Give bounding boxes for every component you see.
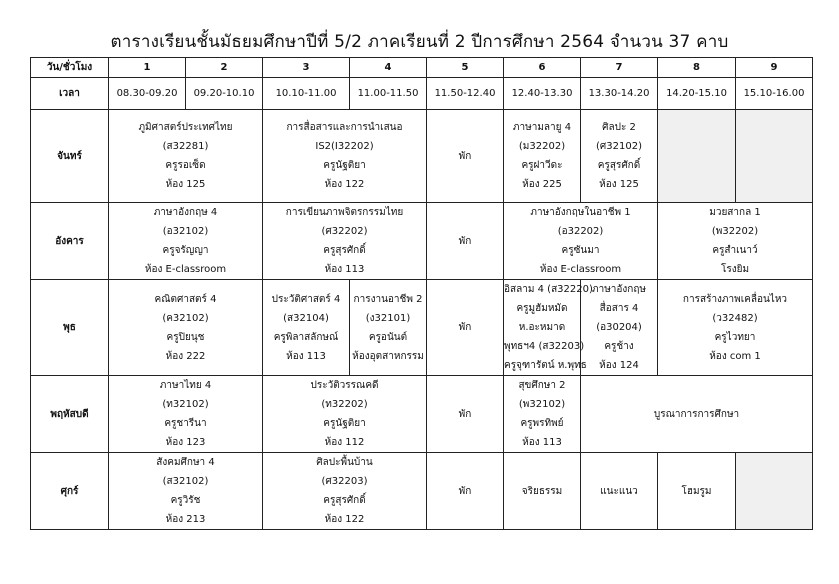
class-cell: [109, 203, 263, 280]
teacher-name: ครูวิรัช: [170, 495, 201, 506]
period-time: 10.10-11.00: [263, 78, 350, 110]
subject-name: สื่อสาร 4: [599, 303, 639, 314]
subject-name: ภูมิศาสตร์ประเทศไทย: [138, 122, 233, 133]
period-number: 1: [109, 58, 186, 78]
teacher-name: ครูซันมา: [561, 245, 600, 256]
period-time: 11.50-12.40: [427, 78, 504, 110]
teacher-name: ครูมูฮัมหมัด: [516, 303, 568, 314]
class-cell: [658, 280, 813, 376]
lunch-break-cell: พัก: [427, 453, 504, 530]
room-name: ห้อง 125: [599, 179, 639, 190]
timetable: [30, 57, 813, 530]
subject-name: ภาษามลายู 4: [512, 122, 572, 133]
subject-code: (ท32102): [162, 399, 209, 410]
subject-name: ภาษาอังกฤษในอาชีพ 1: [530, 207, 631, 218]
subject-name: โฮมรูม: [681, 485, 712, 497]
teacher-name: ครูอนันต์: [368, 331, 408, 343]
teacher-name: ครูพรทิพย์: [520, 418, 564, 429]
period-number: 2: [186, 58, 263, 78]
teacher-name: ครูชารีนา: [164, 418, 207, 429]
class-cell: [658, 453, 736, 530]
room-name: ห้อง 112: [324, 437, 365, 448]
subject-name: ประวัติศาสตร์ 4: [271, 293, 341, 305]
subject-code: (ว32482): [712, 312, 758, 324]
room-name: ห้อง 113: [324, 264, 365, 275]
room-name: ห้อง 122: [324, 179, 365, 190]
period-number: 9: [736, 58, 813, 78]
subject-name: การสื่อสารและการนำเสนอ: [286, 122, 403, 133]
period-time: 13.30-14.20: [581, 78, 658, 110]
teacher-name: ครูสุรศักดิ์: [323, 495, 366, 506]
subject-name: การงานอาชีพ 2: [353, 293, 423, 305]
subject-code: (ม32202): [518, 141, 566, 152]
class-cell: [263, 376, 427, 453]
subject-code: (ค32102): [162, 312, 209, 324]
period-number: 4: [350, 58, 427, 78]
room-name: ห้อง com 1: [709, 350, 761, 362]
room-name: โรงยิม: [720, 264, 750, 275]
teacher-name: ครูปิยนุช: [166, 331, 205, 343]
subject-name: การเขียนภาพจิตรกรรมไทย: [285, 207, 404, 218]
subject-name: ภาษาอังกฤษ 4: [153, 207, 218, 218]
teacher-name: ครูนัฐติยา: [323, 160, 366, 171]
subject-name: ศิลปะพื้นบ้าน: [316, 457, 373, 468]
period-number: 8: [658, 58, 736, 78]
subject-name: ภาษาไทย 4: [159, 380, 212, 391]
teacher-name: ครูสุรศักดิ์: [597, 160, 641, 171]
period-time: 08.30-09.20: [109, 78, 186, 110]
room-name: ห้อง 123: [165, 437, 206, 448]
subject-code: (ศ32202): [321, 226, 368, 237]
period-number: 3: [263, 58, 350, 78]
time-row: [31, 78, 813, 110]
lunch-break-cell: พัก: [427, 203, 504, 280]
class-cell: [504, 203, 658, 280]
room-name: ห้องอุตสาหกรรม: [352, 350, 424, 362]
class-cell: [109, 280, 263, 376]
class-cell: [504, 110, 581, 203]
lunch-break-cell: พัก: [427, 376, 504, 453]
room-name: ห้อง 225: [522, 179, 562, 190]
lunch-break-cell: พัก: [427, 280, 504, 376]
teacher-name: ครูฝาวีดะ: [521, 160, 563, 171]
class-cell: [504, 280, 593, 376]
teacher-name: ครูสุรศักดิ์: [323, 245, 366, 256]
subject-code: (ท32202): [321, 399, 368, 410]
subject-code: (ส32102): [162, 476, 209, 487]
room-name: ห้อง 113: [286, 350, 326, 362]
lunch-break-cell: พัก: [427, 110, 504, 203]
subject-code: (ส32104): [283, 312, 329, 324]
class-cell: [581, 110, 658, 203]
teacher-name: ครูจุฑารัตน์ ห.พุทธ: [504, 360, 587, 371]
teacher-name: ครูสำเนาว์: [712, 245, 758, 256]
period-time: 15.10-16.00: [736, 78, 813, 110]
period-number: 5: [427, 58, 504, 78]
class-cell: [504, 453, 581, 530]
class-cell: [263, 453, 427, 530]
class-cell: [350, 280, 427, 376]
subject-name: สุขศึกษา 2: [518, 380, 566, 391]
subject-name: จริยธรรม: [521, 485, 563, 497]
room-name: ห้อง 122: [324, 514, 365, 525]
class-cell: [109, 453, 263, 530]
subject-name: สังคมศึกษา 4: [156, 457, 215, 468]
subject-code: (ง32101): [365, 312, 411, 324]
room-name: ห.อะหมาด: [518, 322, 566, 333]
class-cell: [109, 110, 263, 203]
subject-name: ศิลปะ 2: [602, 122, 636, 133]
empty-cell: [658, 110, 736, 203]
day-label: อังคาร: [31, 203, 109, 280]
subject-name: พุทธฯ4 (ส32203): [504, 341, 585, 352]
subject-name: บูรณาการการศึกษา: [653, 408, 740, 420]
class-cell: [109, 376, 263, 453]
subject-code: (อ30204): [596, 322, 642, 333]
teacher-name: ครูพิลาสลักษณ์: [273, 331, 339, 343]
room-name: ห้อง 222: [165, 350, 206, 362]
day-label: พฤหัสบดี: [31, 376, 109, 453]
class-cell: [581, 376, 813, 453]
teacher-name: ครูรอเซ็ด: [165, 160, 206, 171]
teacher-name: ครูไวทยา: [714, 331, 756, 343]
room-name: ห้อง 124: [599, 360, 639, 371]
subject-code: (ศ32102): [596, 141, 642, 152]
page-title: ตารางเรียนชั้นมัธยมศึกษาปีที่ 5/2 ภาคเรียนที่ 2 ปีการศึกษา 2564 จำนวน 37 คาบ: [110, 32, 729, 52]
teacher-name: ครูนัฐติยา: [323, 418, 366, 429]
room-name: ห้อง E-classroom: [144, 264, 227, 275]
class-cell: [658, 203, 813, 280]
class-cell: [263, 280, 350, 376]
room-name: ห้อง 125: [165, 179, 206, 190]
day-label: พุธ: [31, 280, 109, 376]
period-number-row: [31, 58, 813, 78]
period-time: 11.00-11.50: [350, 78, 427, 110]
period-number: 6: [504, 58, 581, 78]
time-label: เวลา: [31, 78, 109, 110]
teacher-name: ครูช้าง: [604, 341, 634, 352]
subject-name: คณิตศาสตร์ 4: [154, 293, 217, 305]
subject-code: (ส32281): [162, 141, 209, 152]
subject-code: (พ32202): [711, 226, 759, 237]
subject-code: (ศ32203): [321, 476, 368, 487]
empty-cell: [736, 453, 813, 530]
class-cell: [263, 110, 427, 203]
subject-code: IS2(I32202): [315, 141, 374, 152]
class-cell: [263, 203, 427, 280]
room-name: ห้อง E-classroom: [539, 264, 622, 275]
class-cell: [581, 280, 658, 376]
empty-cell: [736, 110, 813, 203]
subject-name: อิสลาม 4 (ส32220): [504, 284, 593, 295]
period-time: 12.40-13.30: [504, 78, 581, 110]
class-cell: [581, 453, 658, 530]
period-time: 14.20-15.10: [658, 78, 736, 110]
day-row-tuesday: [31, 203, 813, 280]
subject-name: ภาษาอังกฤษ: [591, 284, 646, 295]
class-cell: [504, 376, 581, 453]
subject-name: ประวัติวรรณคดี: [310, 380, 379, 391]
day-row-friday: [31, 453, 813, 530]
subject-name: มวยสากล 1: [709, 207, 761, 218]
subject-code: (อ32102): [162, 226, 209, 237]
teacher-name: ครูจรัญญา: [162, 245, 209, 256]
subject-code: (อ32202): [557, 226, 604, 237]
day-label: ศุกร์: [31, 453, 109, 530]
subject-code: (พ32102): [518, 399, 566, 410]
day-label: จันทร์: [31, 110, 109, 203]
day-row-monday: [31, 110, 813, 203]
room-name: ห้อง 213: [165, 514, 206, 525]
period-time: 09.20-10.10: [186, 78, 263, 110]
period-number: 7: [581, 58, 658, 78]
room-name: ห้อง 113: [522, 437, 562, 448]
day-row-wednesday: [31, 280, 813, 376]
subject-name: แนะแนว: [600, 485, 638, 497]
corner-header: วัน/ชั่วโมง: [31, 58, 109, 78]
day-row-thursday: [31, 376, 813, 453]
subject-name: การสร้างภาพเคลื่อนไหว: [682, 293, 788, 305]
